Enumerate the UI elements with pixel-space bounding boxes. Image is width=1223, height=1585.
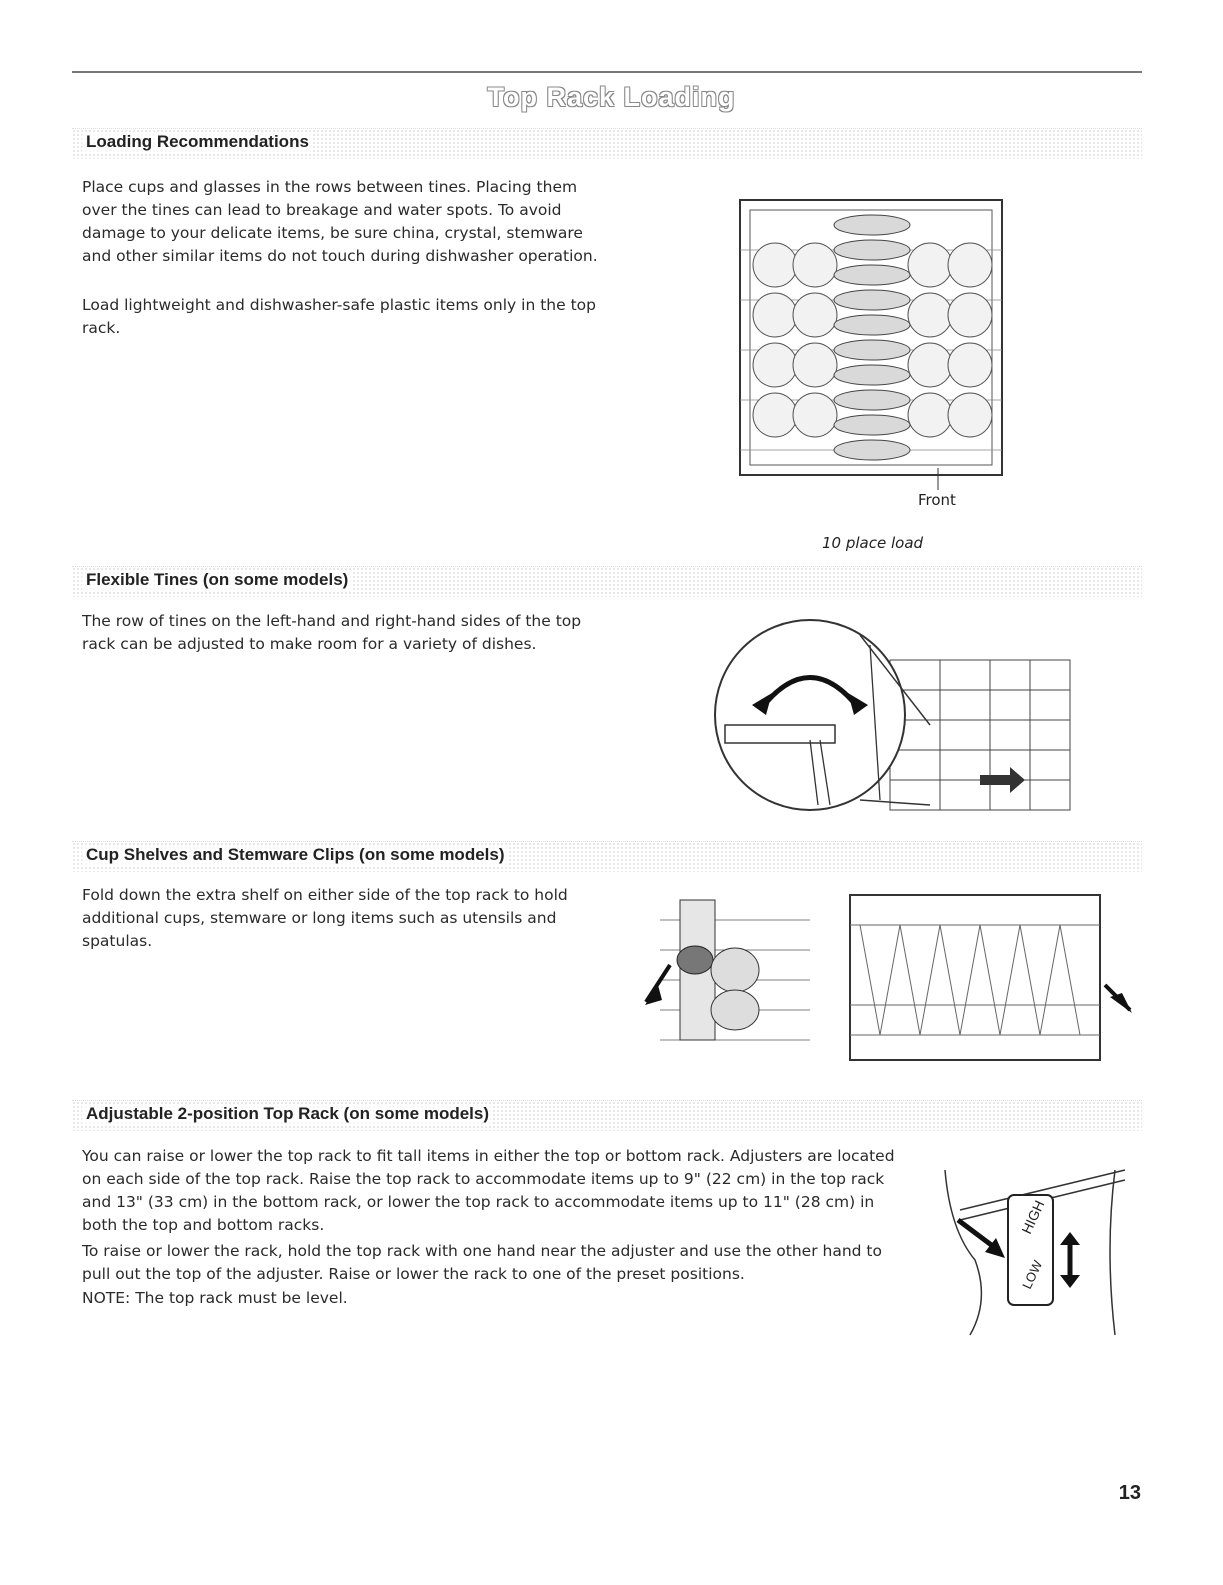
note-text: The top rack must be level. <box>130 1289 348 1307</box>
page-title: Top Rack Loading <box>487 82 736 112</box>
top-divider <box>72 71 1142 73</box>
note-label: NOTE: <box>82 1289 131 1307</box>
flexible-tines-illustration <box>700 615 1080 825</box>
figure-caption: 10 place load <box>822 534 924 552</box>
top-rack-shelves-illustration <box>840 885 1135 1065</box>
paragraph: The row of tines on the left-hand and right-hand sides of the top rack can be adjusted to make room for a variety of dishes. <box>82 612 582 653</box>
adjuster-high-label: HIGH <box>1018 1197 1048 1237</box>
section-heading: Adjustable 2-position Top Rack (on some models) <box>82 1104 493 1124</box>
section-bar-flexible-tines <box>72 566 1142 597</box>
page-number: 13 <box>1118 1482 1141 1504</box>
rack-adjuster-illustration <box>930 1150 1130 1340</box>
section-bar-adjustable-rack <box>72 1100 1142 1131</box>
note <box>82 1287 897 1310</box>
cup-shelf-illustration <box>640 890 815 1060</box>
paragraph: Place cups and glasses in the rows between tines. Placing them over the tines can lead to breakage and water spots. To avoid damage to your delicate items, be sure china, crystal, stemware and other similar items do not touch during dishwasher operation. <box>82 178 598 265</box>
section-bar-loading <box>72 128 1142 159</box>
paragraph: You can raise or lower the top rack to fit tall items in either the top or bottom rack. Adjusters are located on each side of the top rack. Raise the top rack to accommodate items up to 9" (22 cm) in the top rack and 13" (33 cm) in the bottom rack, or lower the top rack to accommodate items up to 11" (28 cm) in both the top and bottom racks. <box>82 1147 895 1234</box>
paragraph: Fold down the extra shelf on either side of the top rack to hold additional cups, stemware or long items such as utensils and spatulas. <box>82 886 568 950</box>
section-bar-cup-shelves <box>72 841 1142 872</box>
paragraph: To raise or lower the rack, hold the top rack with one hand near the adjuster and use the other hand to pull out the top of the adjuster. Raise or lower the rack to one of the preset positions. <box>82 1242 882 1283</box>
paragraph: Load lightweight and dishwasher-safe plastic items only in the top rack. <box>82 296 596 337</box>
section-heading: Cup Shelves and Stemware Clips (on some models) <box>82 845 509 865</box>
section-heading: Loading Recommendations <box>82 132 313 152</box>
section-heading: Flexible Tines (on some models) <box>82 570 352 590</box>
adjuster-low-label: LOW <box>1019 1258 1046 1292</box>
top-rack-10-place-load-illustration <box>735 190 1010 490</box>
figure-label-front: Front <box>918 491 956 509</box>
